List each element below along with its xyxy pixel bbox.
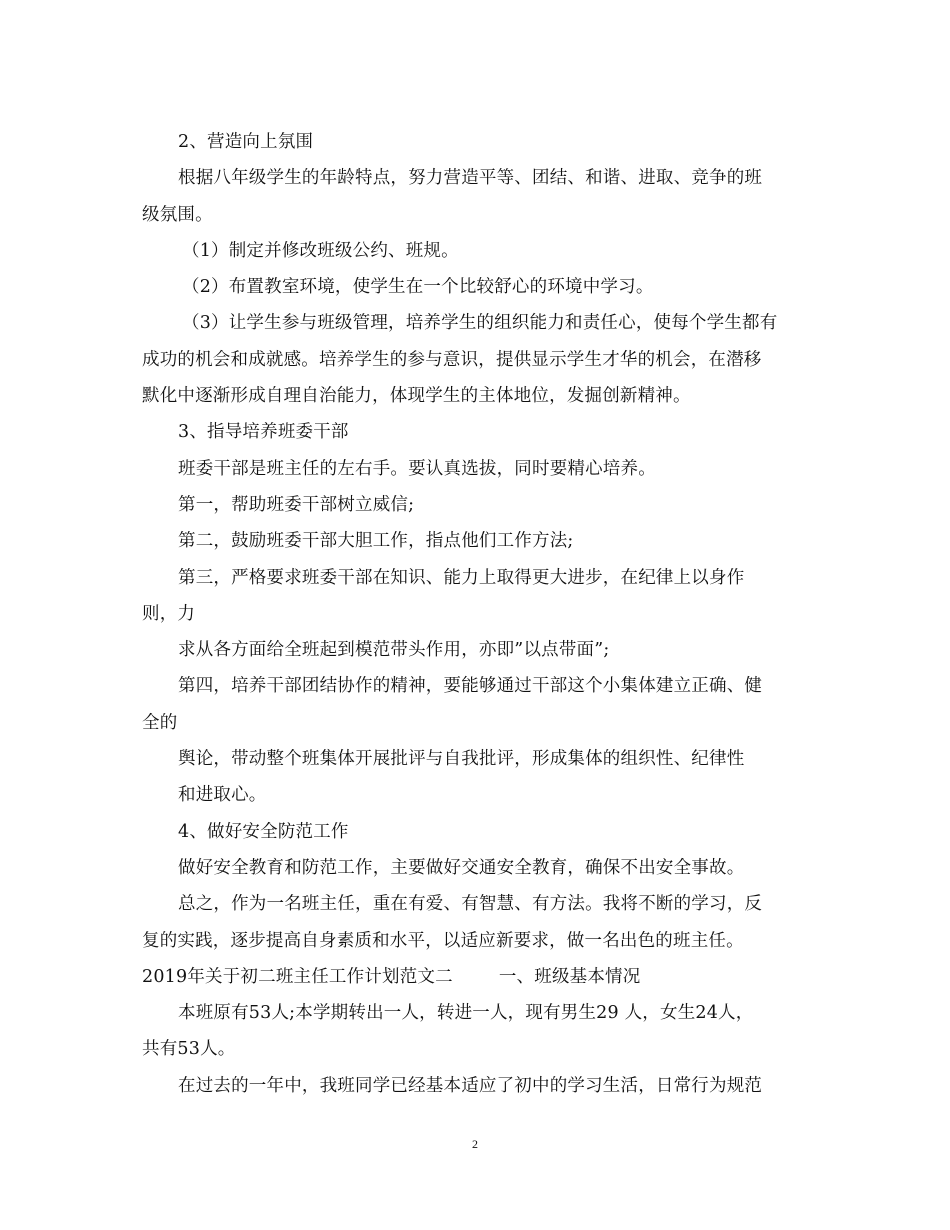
paragraph-line: 复的实践，逐步提高自身素质和水平，以适应新要求，做一名出色的班主任。 <box>142 930 744 951</box>
page-number: 2 <box>472 1137 478 1151</box>
section-heading: 4、做好安全防范工作 <box>178 821 349 842</box>
paragraph-line: 默化中逐渐形成自理自治能力，体现学生的主体地位，发掘创新精神。 <box>142 386 691 407</box>
paragraph-line: 级氛围。 <box>142 204 213 225</box>
paragraph-line: 共有53人。 <box>142 1039 236 1060</box>
paragraph-line: 总之，作为一名班主任，重在有爱、有智慧、有方法。我将不断的学习，反 <box>178 894 763 915</box>
list-item: （3）让学生参与班级管理，培养学生的组织能力和责任心，使每个学生都有 <box>182 313 778 334</box>
document-title-line <box>142 959 802 995</box>
paragraph-line: 根据八年级学生的年龄特点，努力营造平等、团结、和谐、进取、竞争的班 <box>178 168 763 189</box>
list-item: （1）制定并修改班级公约、班规。 <box>182 240 459 261</box>
paragraph-line: 第三，严格要求班委干部在知识、能力上取得更大进步，在纪律上以身作 <box>178 567 745 588</box>
paragraph-line: 在过去的一年中，我班同学已经基本适应了初中的学习生活，日常行为规范 <box>178 1075 763 1096</box>
document-title: 2019年关于初二班主任工作计划范文二 <box>142 966 453 987</box>
paragraph-line: 和进取心。 <box>178 785 267 806</box>
document-body <box>142 124 802 1104</box>
paragraph-line: 第四，培养干部团结协作的精神，要能够通过干部这个小集体建立正确、健 <box>178 676 763 697</box>
paragraph-line: 做好安全教育和防范工作，主要做好交通安全教育，确保不出安全事故。 <box>178 857 745 878</box>
list-item: （2）布置教室环境，使学生在一个比较舒心的环境中学习。 <box>182 277 654 298</box>
paragraph-line: 求从各方面给全班起到模范带头作用，亦即”以点带面”; <box>178 640 610 661</box>
paragraph-line: 舆论，带动整个班集体开展批评与自我批评，形成集体的组织性、纪律性 <box>178 749 745 770</box>
paragraph-line: 本班原有53人;本学期转出一人，转进一人，现有男生29 人，女生24人， <box>178 1003 754 1024</box>
paragraph-line: 全的 <box>142 712 178 733</box>
paragraph-line: 班委干部是班主任的左右手。要认真选拔，同时要精心培养。 <box>178 458 656 479</box>
section-heading: 2、营造向上氛围 <box>178 132 314 152</box>
paragraph-line: 第二，鼓励班委干部大胆工作，指点他们工作方法; <box>178 531 574 552</box>
paragraph-line: 第一，帮助班委干部树立威信; <box>178 494 415 515</box>
section-heading: 一、班级基本情况 <box>498 966 641 987</box>
paragraph-line: 成功的机会和成就感。培养学生的参与意识，提供显示学生才华的机会，在潜移 <box>142 349 762 370</box>
paragraph-line: 则，力 <box>142 603 196 624</box>
section-heading: 3、指导培养班委干部 <box>178 422 349 443</box>
